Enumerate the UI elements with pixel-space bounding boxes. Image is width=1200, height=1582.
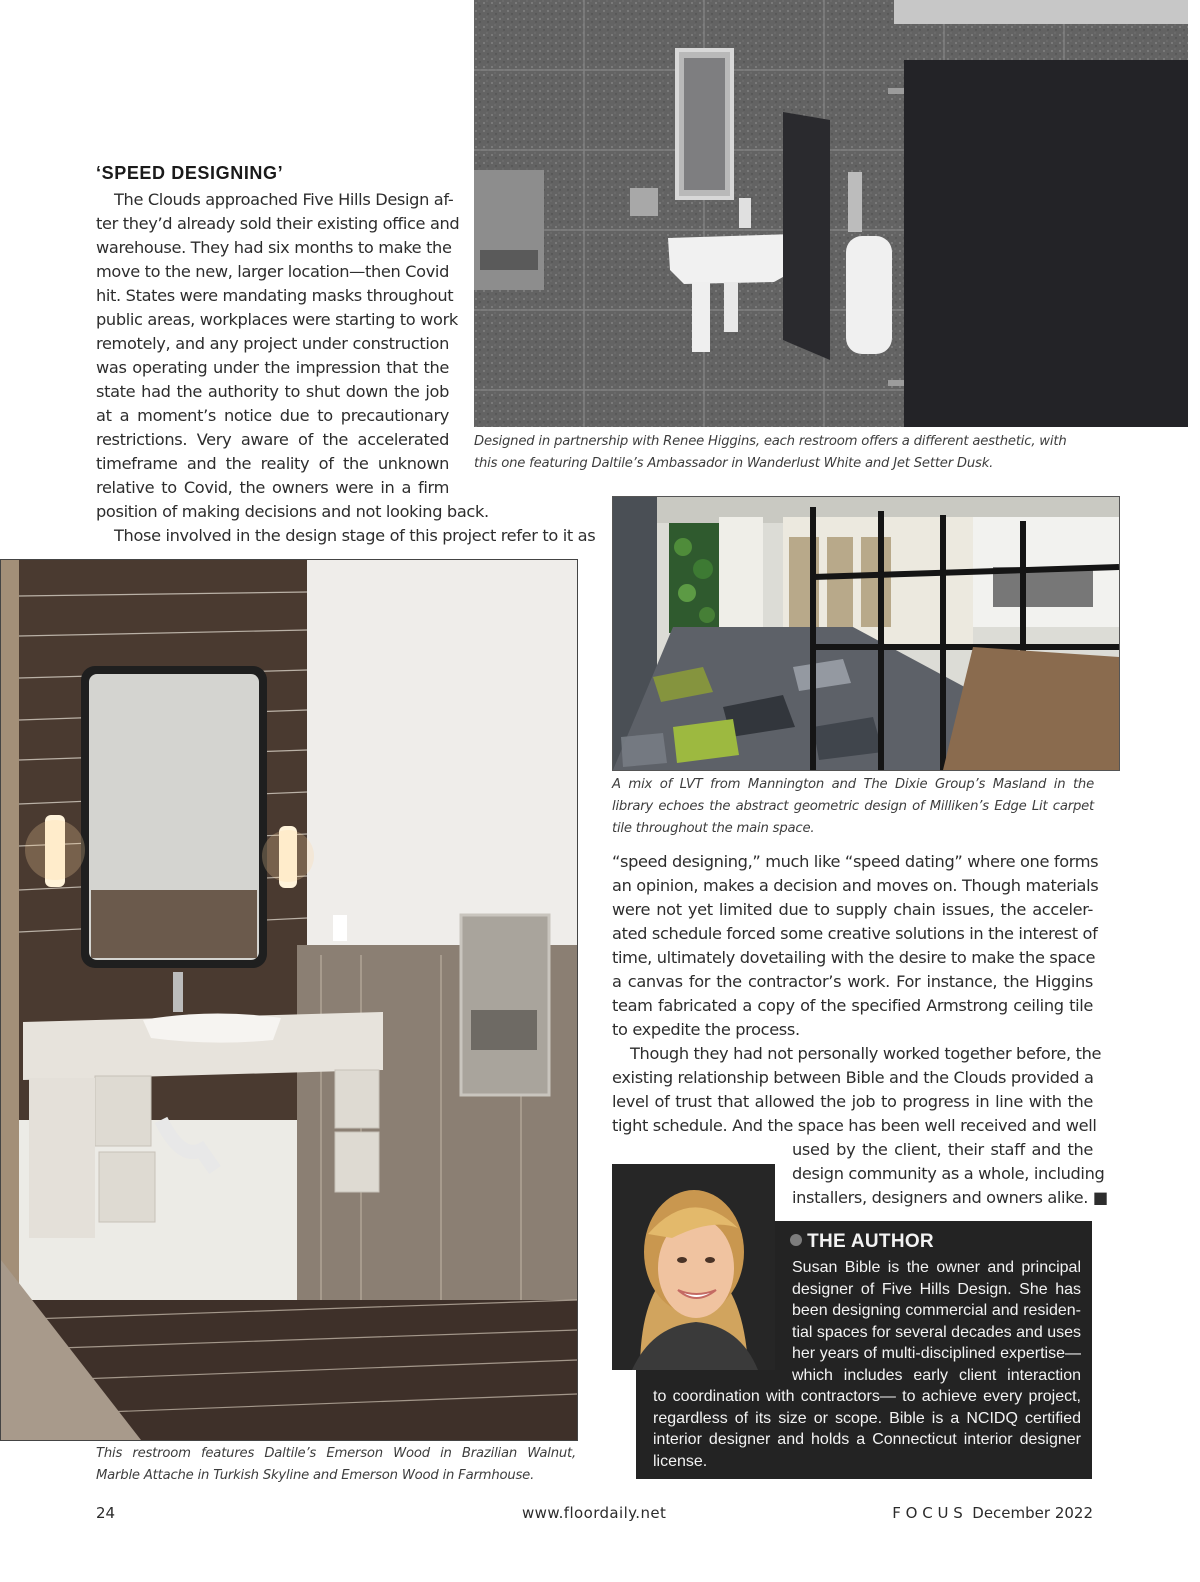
author-bio-line: interior designer and holds a Connecticut interior designer [653,1431,1081,1448]
author-portrait [612,1164,775,1370]
article-line: position of making decisions and not looking back. [96,502,489,521]
author-bio-line: to coordination with contractors— to achieve every project, [653,1388,1081,1405]
author-heading [790,1231,934,1253]
caption-line: This restroom features Daltile’s Emerson Wood in Brazilian Walnut, [96,1446,576,1461]
article-line: were not yet limited due to supply chain issues, the acceler- [612,900,1093,919]
article-column-2 [612,850,1102,1138]
author-bio-line: which includes early client interaction [792,1366,1081,1384]
article-line: used by the client, their staff and the [792,1140,1093,1159]
restroom-vanity-photo [0,559,578,1441]
article-line: public areas, workplaces were starting to work [96,310,458,329]
article-line: at a moment’s notice due to precautionary [96,406,449,425]
author-bio-line: Susan Bible is the owner and principal [792,1259,1081,1276]
author-bio-wide [653,1386,1081,1472]
restroom-top-caption [474,431,1094,475]
article-line: timeframe and the reality of the unknown [96,454,449,473]
article-line: “speed designing,” much like “speed dating” where one forms [612,852,1099,871]
bullet-dot-icon [790,1234,802,1246]
article-line: remotely, and any project under construction [96,334,449,353]
article-line: The Clouds approached Five Hills Design af- [114,190,454,209]
caption-line: this one featuring Daltile’s Ambassador in Wanderlust White and Jet Setter Dusk. [474,456,994,471]
article-line: ated schedule forced some creative solutions in the interest of [612,924,1098,943]
article-line: design community as a whole, including [792,1164,1105,1183]
article-line: a canvas for the contractor’s work. For instance, the Higgins [612,972,1093,991]
article-line: tight schedule. And the space has been well received and well [612,1116,1097,1135]
library-caption [612,774,1094,840]
caption-line: A mix of LVT from Mannington and The Dixie Group’s Masland in the [612,777,1094,792]
caption-line: tile throughout the main space. [612,821,815,836]
article-line: Though they had not personally worked together before, the [630,1044,1102,1063]
page-number: 24 [96,1504,116,1522]
article-line: warehouse. They had six months to make the [96,238,452,257]
article-column-1 [96,188,460,500]
author-bio-line: designer of Five Hills Design. She has [792,1280,1081,1298]
author-bio-line: tial spaces for several decades and uses [792,1323,1082,1341]
article-line: to expedite the process. [612,1020,800,1039]
author-title: THE AUTHOR [807,1231,934,1252]
article-line: Those involved in the design stage of this project refer to it as [114,526,596,545]
author-bio-line: license. [653,1452,708,1470]
library-photo [612,496,1120,771]
article-line: was operating under the impression that the [96,358,449,377]
author-bio-line: regardless of its size or scope. Bible is a NCIDQ certified [653,1409,1081,1427]
article-line: relative to Covid, the owners were in a firm [96,478,449,497]
article-line: an opinion, makes a decision and moves on. Though materials [612,876,1099,895]
article-line: level of trust that allowed the job to progress in line with the [612,1092,1093,1111]
section-heading: ‘SPEED DESIGNING’ [96,163,284,183]
article-line: time, ultimately dovetailing with the desire to make the space [612,948,1096,967]
article-line: state had the authority to shut down the job [96,382,449,401]
article-line: ter they’d already sold their existing office and [96,214,460,233]
author-bio-narrow [792,1257,1081,1386]
article-column-2-narrow [792,1138,1108,1210]
article-line: installers, designers and owners alike. ■ [792,1188,1108,1207]
website-link[interactable]: www.floordaily.net [522,1504,667,1522]
restroom-gray-tile-photo [474,0,1188,427]
caption-line: Designed in partnership with Renee Higgins, each restroom offers a different aesthetic, with [474,434,1067,449]
caption-line: library echoes the abstract geometric design of Milliken’s Edge Lit carpet [612,799,1094,814]
article-line: restrictions. Very aware of the accelerated [96,430,449,449]
article-line: team fabricated a copy of the specified Armstrong ceiling tile [612,996,1093,1015]
author-bio-line: her years of multi-disciplined expertise— [792,1345,1081,1362]
restroom-left-caption [96,1443,576,1487]
article-line: existing relationship between Bible and the Clouds provided a [612,1068,1094,1087]
author-bio-line: been designing commercial and residen- [792,1302,1081,1319]
article-line: move to the new, larger location—then Covid [96,262,449,281]
caption-line: Marble Attache in Turkish Skyline and Emerson Wood in Farmhouse. [96,1468,535,1483]
article-line: hit. States were mandating masks throughout [96,286,454,305]
issue-label: F O C U S December 2022 [892,1504,1093,1522]
article-column-1-wide [96,500,596,548]
